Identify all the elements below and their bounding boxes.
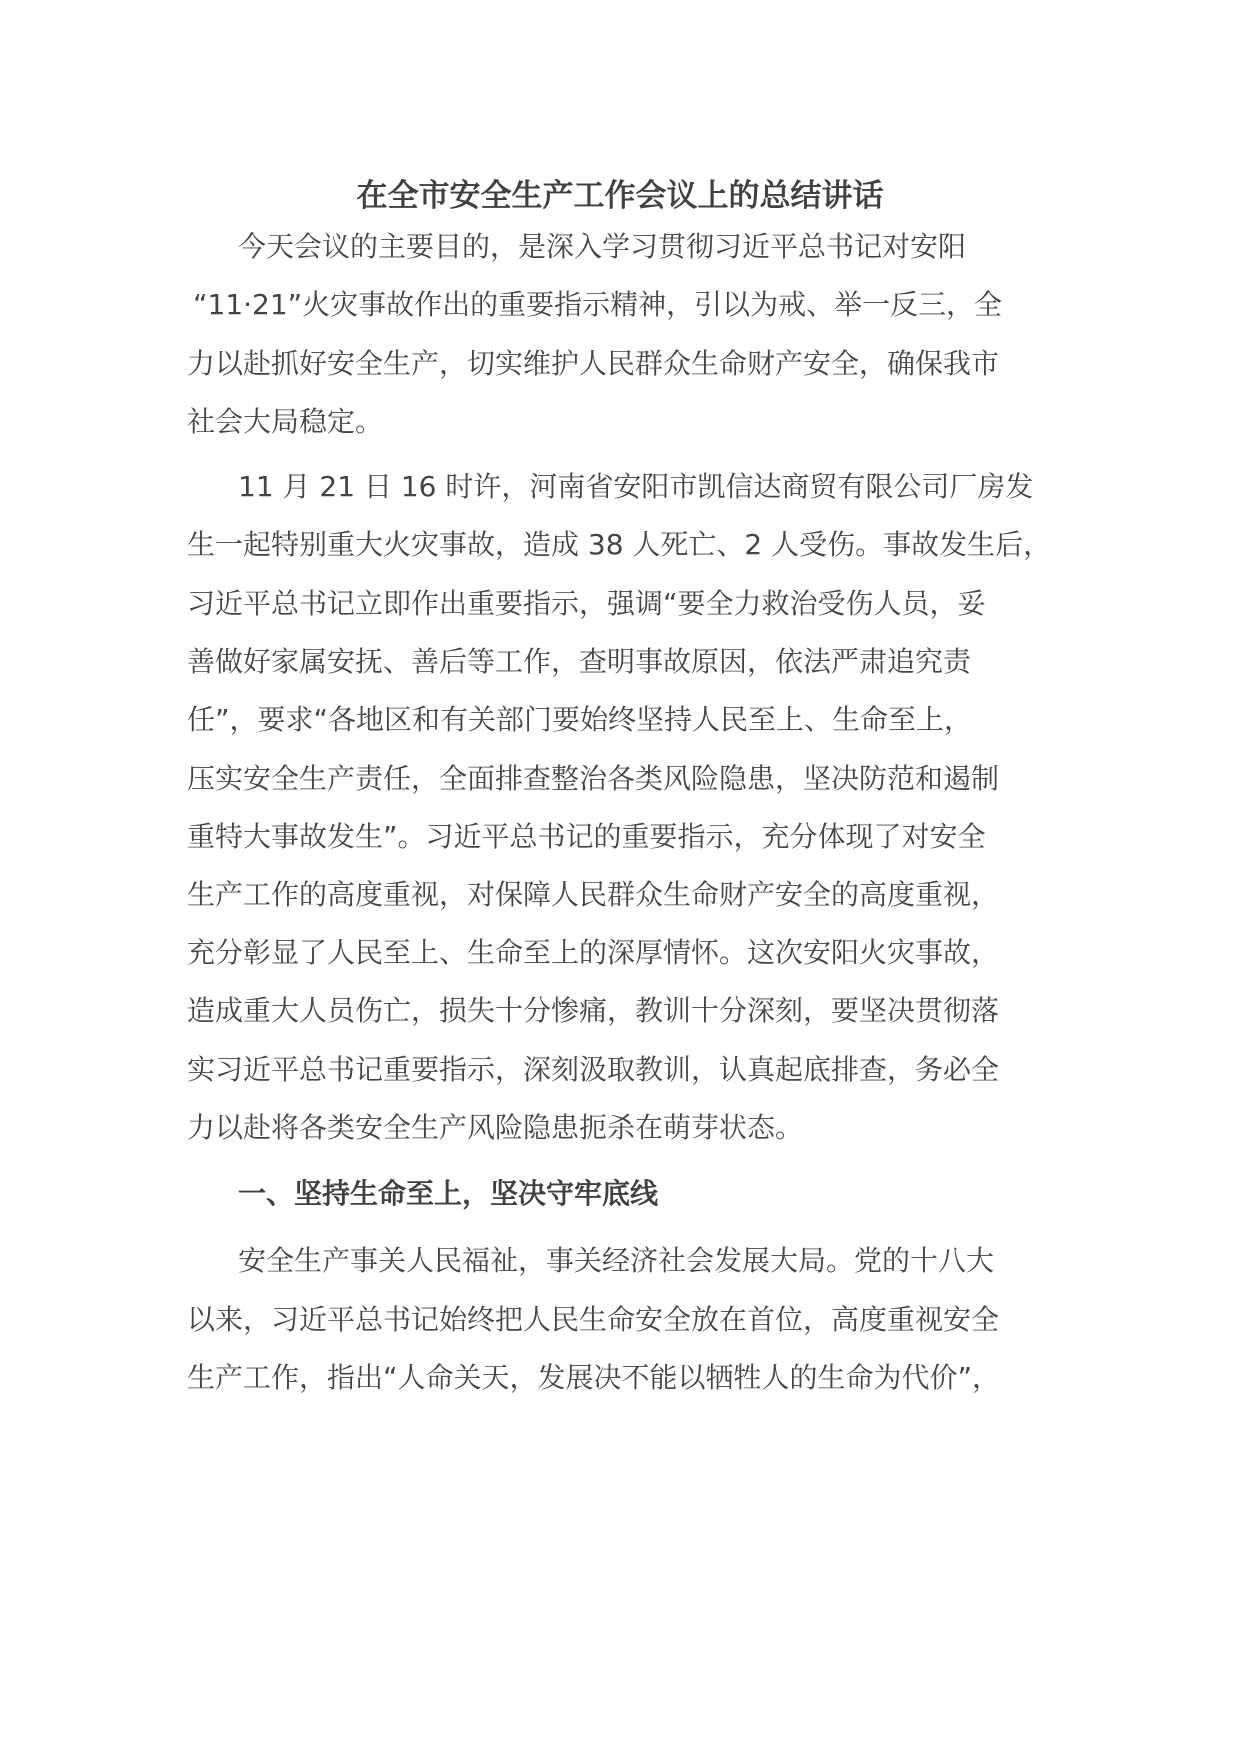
paragraph-line: 力以赴将各类安全生产风险隐患扼杀在萌芽状态。 — [187, 1111, 804, 1144]
paragraph-line: 以来，习近平总书记始终把人民生命安全放在首位，高度重视安全 — [187, 1303, 1000, 1336]
paragraph-line: 实习近平总书记重要指示，深刻汲取教训，认真起底排查，务必全 — [187, 1053, 1000, 1086]
document-title: 在全市安全生产工作会议上的总结讲话 — [356, 178, 884, 214]
paragraph-line: 充分彰显了人民至上、生命至上的深厚情怀。这次安阳火灾事故， — [187, 936, 1000, 969]
paragraph-line: 生产工作的高度重视，对保障人民群众生命财产安全的高度重视， — [187, 878, 1000, 911]
paragraph-line: 社会大局稳定。 — [187, 405, 384, 438]
paragraph-line: 生产工作，指出“人命关天，发展决不能以牺牲人的生命为代价”， — [187, 1361, 1001, 1394]
paragraph-line: 安全生产事关人民福祉，事关经济社会发展大局。党的十八大 — [238, 1244, 995, 1277]
paragraph-line: 压实安全生产责任，全面排查整治各类风险隐患，坚决防范和遏制 — [187, 762, 1000, 795]
paragraph-line: 习近平总书记立即作出重要指示，强调“要全力救治受伤人员，妥 — [187, 587, 986, 620]
section-heading: 一、坚持生命至上，坚决守牢底线 — [238, 1177, 659, 1210]
paragraph-line: 造成重大人员伤亡，损失十分惨痛，教训十分深刻，要坚决贯彻落 — [187, 994, 1000, 1027]
paragraph-line: 今天会议的主要目的，是深入学习贯彻习近平总书记对安阳 — [238, 230, 967, 263]
paragraph-line: 任”，要求“各地区和有关部门要始终坚持人民至上、生命至上， — [187, 703, 973, 736]
paragraph-line: 生一起特别重大火灾事故，造成 38 人死亡、2 人受伤。事故发生后， — [187, 528, 1052, 561]
paragraph-line: 11 月 21 日 16 时许，河南省安阳市凯信达商贸有限公司厂房发 — [238, 470, 1034, 503]
paragraph-line: 善做好家属安抚、善后等工作，查明事故原因，依法严肃追究责 — [187, 645, 972, 678]
paragraph-line: 重特大事故发生”。习近平总书记的重要指示，充分体现了对安全 — [187, 820, 986, 853]
paragraph-line: 力以赴抓好安全生产，切实维护人民群众生命财产安全，确保我市 — [187, 347, 1000, 380]
paragraph-line: “11·21”火灾事故作出的重要指示精神，引以为戒、举一反三，全 — [193, 288, 1003, 321]
